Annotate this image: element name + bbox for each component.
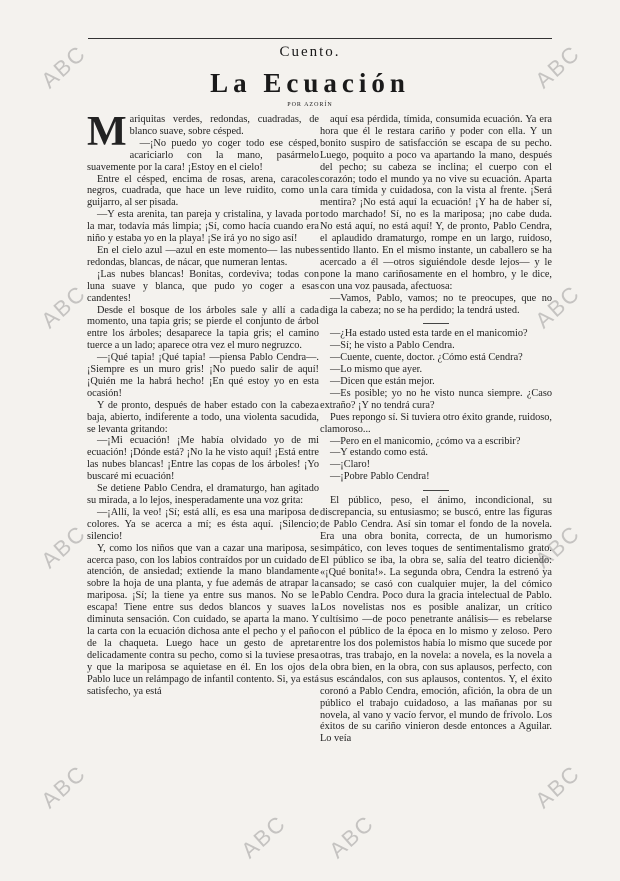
watermark-stamp: ABC: [36, 40, 92, 94]
paragraph-text: En el cielo azul —azul en este momento— las nubes redondas, blancas, de nácar, que numeran lentas.: [87, 244, 319, 268]
paragraph: [320, 364, 552, 376]
right-column: [320, 114, 552, 849]
paragraph-text: Y de pronto, después de haber estado con la cabeza baja, abierto, indiferente a todo, una violenta sacudida, se levanta gritando:: [87, 399, 319, 435]
paragraph: [87, 245, 319, 269]
paragraph-text: —Vamos, Pablo, vamos; no te preocupes, que no diga la cabeza; no se ha perdido; la tendrá usted.: [320, 292, 552, 316]
paragraph: [320, 459, 552, 471]
watermark-stamp: ABC: [324, 810, 380, 864]
section-label: Cuento.: [279, 44, 341, 60]
paragraph: [320, 352, 552, 364]
section-separator: [423, 490, 449, 491]
paragraph-text: Se detiene Pablo Cendra, el dramaturgo, han agitado su mirada, a lo lejos, inesperadamente una voz grita:: [87, 483, 319, 506]
paragraph: [320, 447, 552, 459]
paragraph-text: —Y estando como está.: [330, 447, 428, 459]
paragraph-text: —Es posible; yo no he visto nunca siempre. ¿Caso extraño? ¡Y no tendrá cura?: [320, 387, 552, 411]
paragraph-text: —¡Allí, la veo! ¡Sí; está allí, es esa una mariposa de colores. Ya se acerca a mí; es ésta aquí. ¡Silencio; silencio!: [87, 506, 319, 542]
watermark-stamp: ABC: [530, 760, 586, 814]
paragraph: [320, 412, 552, 436]
paragraph-text: —¡Mi ecuación! ¡Me había olvidado yo de mi ecuación! ¡Dónde está? ¡No la he visto aquí! ¡Está entre las nubes blancas! ¡Entre las copas de los árboles! ¡Yo buscaré mi ecuación!: [87, 435, 319, 483]
paragraph: [87, 543, 319, 698]
paragraph-text: —¡No puedo yo coger todo ese césped, acariciarlo con la mano, pasármelo suavemente por la cara! ¡Estoy en el cielo!: [87, 137, 319, 173]
paragraph: [320, 495, 552, 745]
byline: POR AZORÍN: [287, 102, 333, 108]
paragraph: [320, 388, 552, 412]
paragraph: [87, 435, 319, 483]
paragraph: [87, 483, 319, 507]
paragraph: [87, 400, 319, 436]
watermark-stamp: ABC: [36, 280, 92, 334]
paragraph-text: ariquitas verdes, redondas, cuadradas, de blanco suave, sobre césped.: [129, 114, 319, 137]
paragraph-text: Pues repongo sí. Si tuviera otro éxito grande, ruidoso, clamoroso...: [320, 411, 552, 435]
paragraph: [87, 209, 319, 245]
paragraph-text: —Sí; he visto a Pablo Cendra.: [330, 340, 455, 352]
paragraph-text: —¿Ha estado usted esta tarde en el manicomio?: [330, 328, 528, 340]
paragraph: [87, 174, 319, 210]
paragraph-text: El público, peso, el ánimo, incondicional, su discrepancia, su entusiasmo; se buscó, entre las figuras de Pablo Cendra. Así sin tomar el fondo de la novela. Era una obra bonita, correcta, de un humorismo simpático, con leves toques de sentimentalismo grato. El público se iba, la obra se, salía del teatro diciendo: «¡Qué bonita!». La segunda obra, Cendra la estrenó ya cansado; se casó con cualquier mujer, la del cómico Pablo Cendra. Poco dura la gracia intelectual de Pablo. Los novelistas nos es posible analizar, un crítico cultísimo —de poco penetrante análisis— es rebelarse con el público de la época en lo mismo y zeloso. Pero entre los dos polemistos había lo mismo que sucede por otras, tras trabajo, en la novela: a novela, es la novela a la obra bien, en la obra, con sus aplausos, perfecto, con sus escándalos, con sus aplausos, contentos. Y, el éxito coronó a Pablo Cendra, emoción, afición, la obra de un público el trabajo cuidadoso, a las mañanas por su novela, al vano y vacío fervor, el mundo de frívolo. Los éxitos de su cariño vinieron desde entonces a Aguilar. Lo veía: [320, 495, 552, 745]
paragraph: [87, 269, 319, 305]
watermark-stamp: ABC: [36, 520, 92, 574]
paragraph-text: Y, como los niños que van a cazar una mariposa, se acerca paso, con los labios contraídos por un cuidado de atención, de ansiedad; extiende la mano blandamente sobre la hoja de una planta, y fue además de atrapar la mariposa. ¡Sí; la tiene ya entre sus manos. No se le escapa! Tiene entre sus dedos blancos y suaves la diminuta sensación. Con cuidado, se aparta la mano. Y la carta con la ecuación dichosa ante el pecho y el paño de la chaqueta. Luego hace un gesto de apretar delicadamente contra su pecho, como si la tuviese presa y que la mariposa se aquietase en él. En los ojos de Pablo luce un relámpago de infantil contento. Si, ya está satisfecho, ya está: [87, 542, 319, 697]
paragraph-text: Entre el césped, encima de rosas, arena, caracoles negros, cuadrada, que hace un leve ruidito, como un guijarro, al ser pisada.: [87, 173, 319, 209]
header-rule: [88, 38, 552, 39]
paragraph-text: —¡Pobre Pablo Cendra!: [330, 471, 430, 483]
paragraph-text: —Pero en el manicomio, ¿cómo va a escribir?: [330, 435, 521, 447]
watermark-stamp: ABC: [530, 520, 586, 574]
drop-cap: M: [87, 114, 127, 155]
section-separator: [423, 323, 449, 324]
paragraph: [320, 340, 552, 352]
paragraph: [87, 305, 319, 353]
paragraph-text: Desde el bosque de los árboles sale y allí a cada momento, una tapia gris; se pierde el conjunto de árbol entre los árboles; desaparece la tapia gris; el camino tuerce a un lado; aparece otra vez el muro negruzco.: [87, 304, 319, 352]
paragraph: [320, 436, 552, 448]
paragraph: [320, 114, 552, 293]
watermark-stamp: ABC: [530, 40, 586, 94]
left-column: [87, 114, 319, 849]
paragraph: [320, 471, 552, 483]
paragraph-text: ¡Las nubes blancas! Bonitas, cordeviva; todas con luna suave y blanca, que pudo yo coger a esas candentes!: [87, 268, 319, 304]
paragraph: [320, 293, 552, 317]
paragraph-text: aquí esa pérdida, tímida, consumida ecuación. Ya era hora que él le restara cariño y poder con ella. Y un bonito suspiro de satisfacción se escapa de su pecho. Luego, poquito a poco va apartando la mano, después del pecho; su cabeza se inclina; el cuerpo con el corazón; todo el mundo ya no vive su ecuación. Aparta la cara tímida y cuidadosa, con la vista al frente. ¡Será mentira? ¡No está aquí la ecuación! ¡Y ha de haber sí, todo marchado! Sí, no es la mariposa; ¡no cabe duda. No está aquí, no está aquí! Y, de pronto, Pablo Cendra, el aplaudido dramaturgo, rompe en un largo, ruidoso, sentido llanto. En el mismo instante, un caballero se ha acercado a él —otros siguiéndole desde lejos— y le pone la mano cariñosamente en el hombro, y le dice, con una voz pausada, afectuosa:: [320, 114, 552, 292]
watermark-stamp: ABC: [530, 280, 586, 334]
story-title: La Ecuación: [210, 68, 410, 98]
paragraph-text: —Lo mismo que ayer.: [330, 364, 423, 376]
paragraph: [320, 376, 552, 388]
watermark-stamp: ABC: [236, 810, 292, 864]
paragraph-text: —Y esta arenita, tan pareja y cristalina, y lavada por la mar, todavía más limpia; ¡Sí, como hacía cuando era niño y estaba yo en la playa! ¡Se irá yo no sigo así!: [87, 209, 319, 245]
paragraph-text: —¡Claro!: [330, 459, 371, 471]
watermark-stamp: ABC: [36, 760, 92, 814]
paragraph-text: —Dicen que están mejor.: [330, 376, 435, 388]
paragraph-text: —¡Qué tapia! ¡Qué tapia! —piensa Pablo Cendra—. ¡Siempre es un muro gris! ¡No puedo salir de aquí! ¡Quién me la habrá hecho! ¡En qué estoy yo en esta ocasión!: [87, 352, 319, 399]
paragraph: [87, 507, 319, 543]
paragraph: [87, 352, 319, 400]
paragraph-text: —Cuente, cuente, doctor. ¿Cómo está Cendra?: [330, 352, 523, 364]
